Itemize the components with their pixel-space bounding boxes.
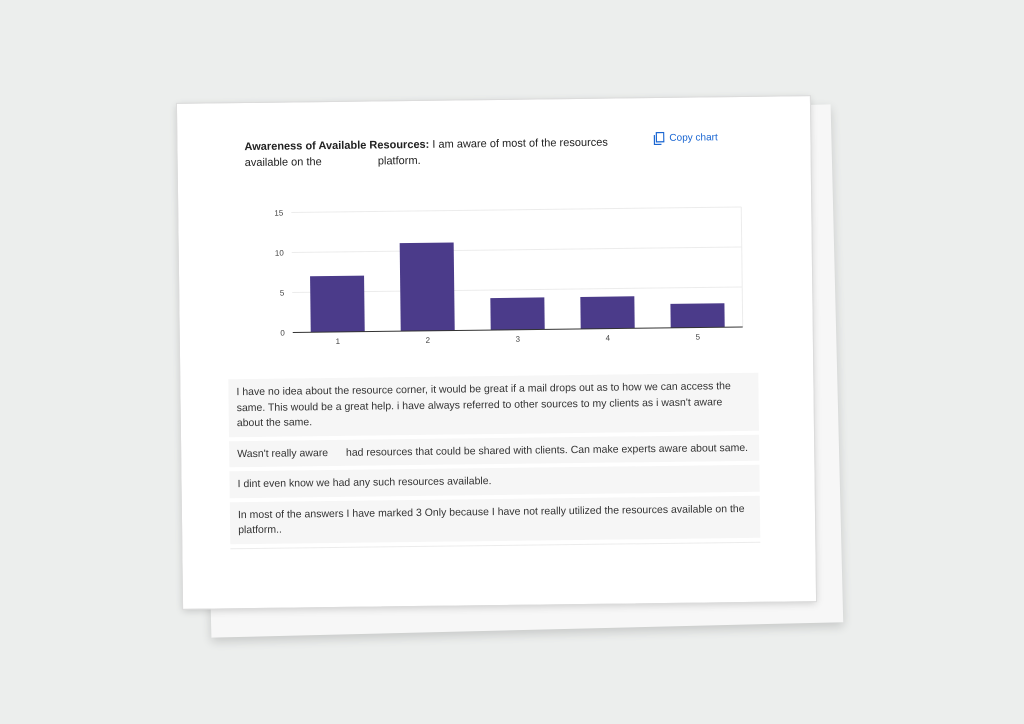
y-tick-label: 0 xyxy=(280,328,285,338)
report-content xyxy=(177,96,816,609)
copy-chart-button[interactable] xyxy=(653,131,718,145)
bar xyxy=(580,296,634,329)
question-text-part2: platform. xyxy=(377,154,421,168)
y-tick-label: 10 xyxy=(274,248,284,258)
response-text: I have no idea about the resource corner, it would be great if a mail drops out as to how we can access the same. This would be a great help. i have always referred to other sources to my clients as i wasn't aware about the same. xyxy=(236,380,731,430)
redacted-name xyxy=(325,164,375,165)
x-tick-label: 4 xyxy=(605,333,611,343)
plot-border xyxy=(741,207,742,327)
bar xyxy=(670,303,724,328)
paper-front-sheet xyxy=(177,96,816,609)
x-tick-label: 1 xyxy=(335,336,341,346)
response-item xyxy=(229,434,759,467)
bar xyxy=(400,243,455,332)
gridline xyxy=(292,247,742,252)
x-tick-label: 3 xyxy=(515,334,521,344)
response-item xyxy=(230,495,760,543)
bar xyxy=(310,276,365,333)
question-text-part1: I am aware of most of the resources available on the xyxy=(244,136,608,170)
x-tick-label: 5 xyxy=(695,332,701,342)
question-title: Awareness of Available Resources: xyxy=(244,138,430,154)
bar xyxy=(490,297,544,330)
copy-chart-label: Copy chart xyxy=(669,132,718,144)
y-tick-label: 15 xyxy=(274,208,284,218)
x-tick-label: 2 xyxy=(425,335,431,345)
response-item xyxy=(229,465,759,498)
copy-icon xyxy=(653,132,664,145)
response-text: I dint even know we had any such resources available. xyxy=(237,475,492,491)
question-heading xyxy=(244,134,624,171)
response-text: In most of the answers I have marked 3 Only because I have not really utilized the resources available on the platform.. xyxy=(237,502,745,537)
responses-list xyxy=(228,373,760,549)
response-text-part1: Wasn't really aware xyxy=(237,446,329,460)
response-item xyxy=(228,373,759,437)
gridline xyxy=(291,207,741,212)
y-tick-label: 5 xyxy=(279,288,285,298)
bar-chart xyxy=(263,193,755,349)
response-text-part2: had resources that could be shared with clients. Can make experts aware about same. xyxy=(345,441,749,459)
